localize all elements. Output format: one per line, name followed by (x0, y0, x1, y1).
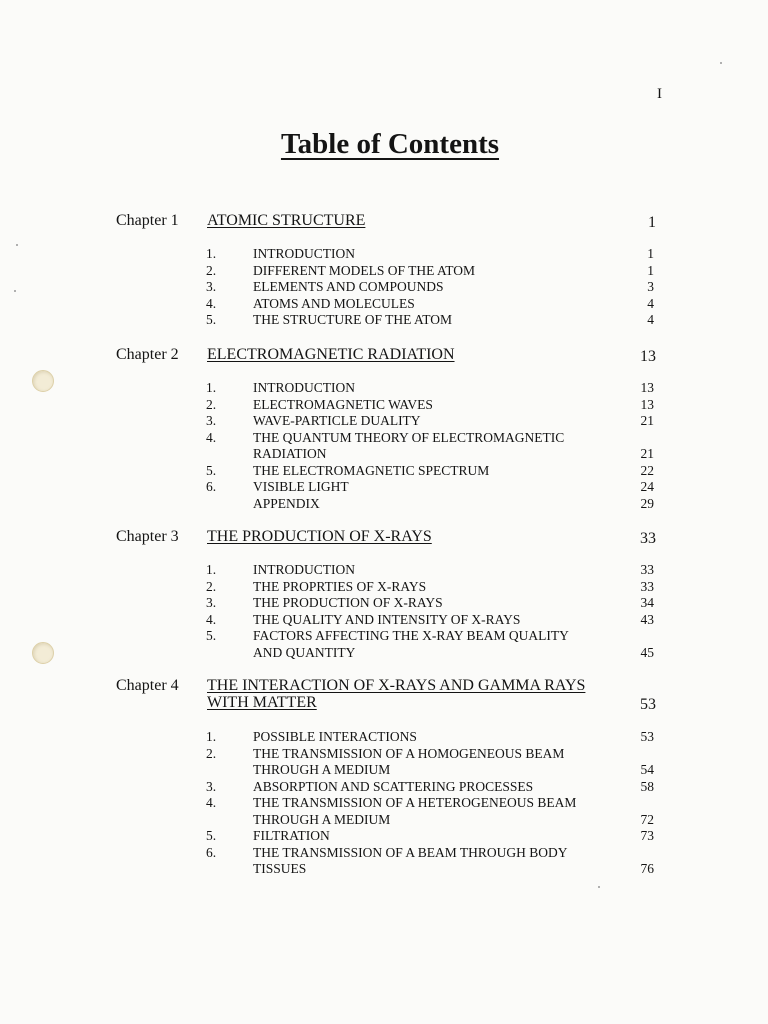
toc-entry (0, 795, 768, 811)
entry-text: FACTORS AFFECTING THE X-RAY BEAM QUALITY (253, 628, 569, 643)
entry-text: ELEMENTS AND COMPOUNDS (253, 279, 444, 294)
entry-number: 5. (206, 312, 217, 327)
entry-page: 73 (640, 828, 654, 843)
toc-entry (0, 296, 768, 312)
entry-text: THE PROPRTIES OF X-RAYS (253, 578, 427, 594)
entry-number: 1. (206, 380, 217, 395)
entry-text: DIFFERENT MODELS OF THE ATOM (253, 262, 476, 278)
entry-number: 3. (206, 595, 217, 610)
entry-page: 13 (640, 380, 654, 395)
entry-text: AND QUANTITY (253, 644, 356, 660)
entry-page: 43 (640, 611, 654, 627)
entry-text: RADIATION (253, 446, 327, 461)
toc-entry (0, 463, 768, 479)
entry-text: POSSIBLE INTERACTIONS (253, 729, 417, 744)
toc-entry (0, 446, 768, 462)
entry-number: 6. (206, 479, 217, 494)
toc-entry (0, 263, 768, 279)
toc-entry (0, 312, 768, 328)
entry-text: ATOMS AND MOLECULES (253, 295, 415, 311)
entry-text: ELECTROMAGNETIC WAVES (253, 396, 433, 412)
chapter-title: ELECTROMAGNETIC RADIATION (207, 346, 455, 363)
chapter-title-line2: WITH MATTER (207, 694, 317, 711)
entry-number: 4. (206, 611, 217, 627)
toc-entry (0, 496, 768, 512)
entry-number: 5. (206, 462, 217, 478)
chapter-page-number: 53 (640, 696, 656, 713)
entry-page: 1 (647, 246, 654, 261)
entry-page: 4 (647, 312, 654, 327)
toc-entry (0, 246, 768, 262)
entry-page: 22 (640, 462, 654, 478)
entry-number: 2. (206, 262, 217, 278)
entry-text: TISSUES (253, 861, 307, 876)
entry-text: WAVE-PARTICLE DUALITY (253, 413, 421, 428)
toc-entry (0, 279, 768, 295)
entry-page: 72 (640, 811, 654, 827)
toc-entry (0, 762, 768, 778)
entry-page: 76 (640, 861, 654, 876)
entry-text: THROUGH A MEDIUM (253, 762, 391, 777)
entry-page: 21 (640, 413, 654, 428)
toc-entry (0, 479, 768, 495)
toc-entry (0, 628, 768, 644)
toc-entry (0, 397, 768, 413)
entry-text: THE QUALITY AND INTENSITY OF X-RAYS (253, 611, 521, 627)
entry-number: 5. (206, 828, 217, 843)
chapter-page-number: 13 (640, 348, 656, 365)
entry-text: THE STRUCTURE OF THE ATOM (253, 312, 453, 327)
entry-text: THE PRODUCTION OF X-RAYS (253, 595, 443, 610)
entry-number: 4. (206, 429, 217, 445)
entry-number: 4. (206, 795, 217, 810)
entry-text: THE TRANSMISSION OF A BEAM THROUGH BODY (253, 844, 568, 860)
chapter-label: Chapter 1 (116, 212, 179, 229)
toc-entry (0, 645, 768, 661)
entry-number: 3. (206, 778, 217, 794)
entry-number: 2. (206, 396, 217, 412)
entry-number: 3. (206, 413, 217, 428)
entry-text: THE TRANSMISSION OF A HETEROGENEOUS BEAM (253, 795, 577, 810)
entry-text: APPENDIX (253, 495, 320, 511)
page-title: Table of Contents (280, 128, 500, 160)
entry-number: 5. (206, 628, 217, 643)
entry-page: 45 (640, 644, 654, 660)
toc-entry (0, 413, 768, 429)
entry-text: THE ELECTROMAGNETIC SPECTRUM (253, 462, 490, 478)
entry-number: 2. (206, 578, 217, 594)
entry-number: 4. (206, 295, 217, 311)
toc-entry (0, 729, 768, 745)
chapter-label: Chapter 2 (116, 346, 179, 363)
toc-entry (0, 845, 768, 861)
entry-text: VISIBLE LIGHT (253, 479, 349, 494)
page-number: I (657, 86, 662, 102)
entry-text: INTRODUCTION (253, 380, 355, 395)
toc-entry (0, 779, 768, 795)
chapter-page-number: 33 (640, 530, 656, 547)
entry-page: 58 (640, 778, 654, 794)
toc-entry (0, 828, 768, 844)
entry-page: 3 (647, 279, 654, 294)
entry-number: 1. (206, 562, 217, 577)
chapter-label: Chapter 3 (116, 528, 179, 545)
entry-text: ABSORPTION AND SCATTERING PROCESSES (253, 778, 534, 794)
chapter-label: Chapter 4 (116, 677, 179, 694)
entry-text: THROUGH A MEDIUM (253, 811, 391, 827)
entry-page: 21 (640, 446, 654, 461)
entry-text: THE TRANSMISSION OF A HOMOGENEOUS BEAM (253, 745, 565, 761)
chapter-title: THE INTERACTION OF X-RAYS AND GAMMA RAYS (207, 677, 586, 694)
toc-entry (0, 746, 768, 762)
entry-number: 1. (206, 246, 217, 261)
toc-entry (0, 595, 768, 611)
entry-page: 13 (640, 396, 654, 412)
entry-text: FILTRATION (253, 828, 330, 843)
entry-number: 1. (206, 729, 217, 744)
chapter-title: ATOMIC STRUCTURE (207, 212, 366, 229)
entry-page: 53 (640, 729, 654, 744)
entry-page: 24 (640, 479, 654, 494)
entry-text: INTRODUCTION (253, 562, 355, 577)
entry-number: 6. (206, 844, 217, 860)
toc-entry (0, 612, 768, 628)
entry-page: 34 (640, 595, 654, 610)
entry-number: 2. (206, 745, 217, 761)
entry-page: 33 (640, 578, 654, 594)
speck (598, 886, 600, 888)
toc-entry (0, 380, 768, 396)
toc-entry (0, 579, 768, 595)
entry-page: 54 (640, 762, 654, 777)
entry-number: 3. (206, 279, 217, 294)
toc-entry (0, 812, 768, 828)
speck (720, 62, 722, 64)
chapter-title: THE PRODUCTION OF X-RAYS (207, 528, 432, 545)
entry-page: 4 (647, 295, 654, 311)
entry-page: 33 (640, 562, 654, 577)
entry-text: INTRODUCTION (253, 246, 355, 261)
entry-page: 29 (640, 495, 654, 511)
toc-entry (0, 562, 768, 578)
toc-entry (0, 861, 768, 877)
entry-text: THE QUANTUM THEORY OF ELECTROMAGNETIC (253, 429, 565, 445)
toc-entry (0, 430, 768, 446)
entry-page: 1 (647, 262, 654, 278)
chapter-page-number: 1 (648, 214, 656, 231)
